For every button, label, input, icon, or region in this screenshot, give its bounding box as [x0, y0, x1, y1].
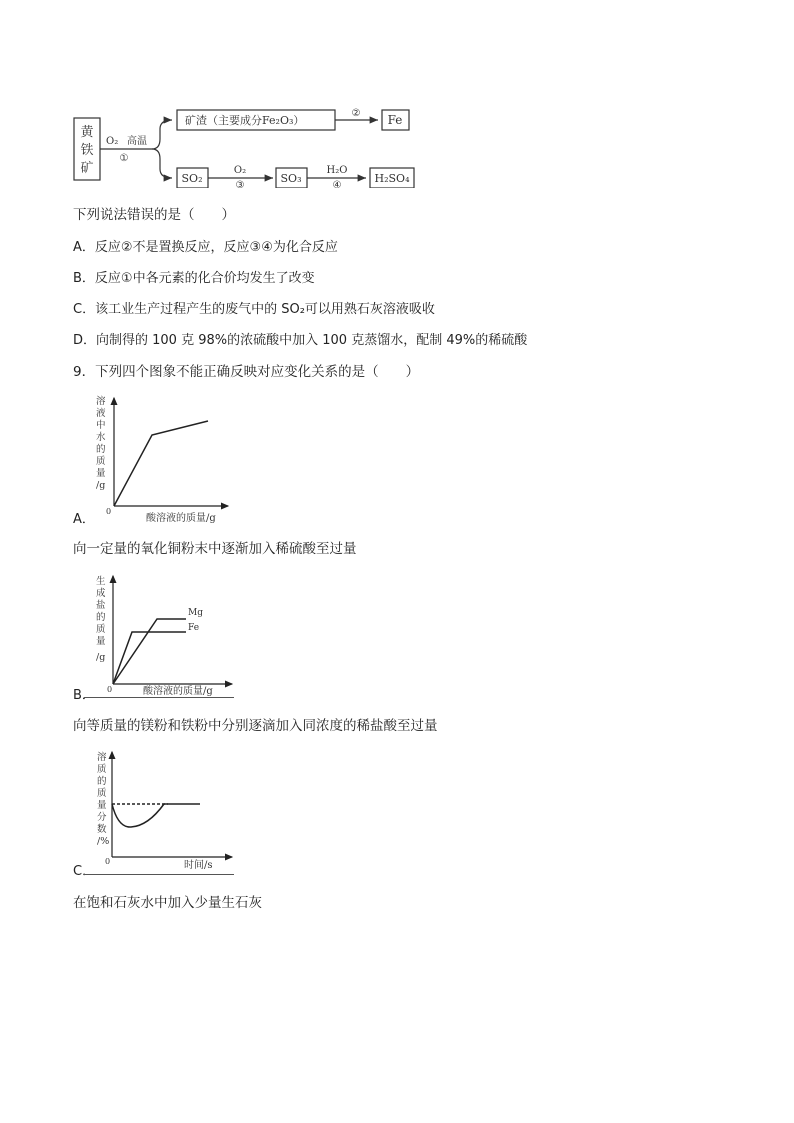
- ore-label-2: 铁: [80, 143, 94, 158]
- graph-b-underline: [84, 697, 234, 698]
- graph-b-xlabel: 酸溶液的质量/g: [143, 686, 213, 697]
- graph-b-fe-curve: [113, 632, 186, 684]
- graph-c-underline: [84, 874, 234, 875]
- fe-label: Fe: [387, 113, 403, 127]
- graph-c-ylabel: 溶质的 质量分 数/%: [97, 752, 110, 847]
- step1-condition: 高温: [127, 136, 147, 147]
- q9-stem: 9．下列四个图象不能正确反映对应变化关系的是（ ）: [73, 364, 420, 380]
- step3-num: ③: [235, 180, 245, 188]
- step1-reagent: O₂: [106, 136, 119, 147]
- q8-option-c: C．该工业生产过程产生的废气中的 SO₂可以用熟石灰溶液吸收: [73, 302, 435, 317]
- graph-a-label: A．: [73, 512, 95, 527]
- graph-a-xlabel: 酸溶液的质量/g: [146, 513, 216, 524]
- graph-c-origin: 0: [105, 857, 111, 866]
- graph-b-fe-label: Fe: [188, 623, 200, 633]
- q8-stem: 下列说法错误的是（ ）: [73, 207, 235, 223]
- graph-a-curve: [114, 421, 208, 506]
- so2-label: SO₂: [181, 172, 203, 185]
- step4-num: ④: [332, 180, 342, 188]
- step4-reagent: H₂O: [326, 165, 348, 176]
- graph-b-ylabel: 生成盐 的质量 /g: [96, 576, 106, 663]
- q8-option-d: D．向制得的 100 克 98%的浓硫酸中加入 100 克蒸馏水，配制 49%的稀硫酸: [73, 333, 528, 348]
- ore-label-1: 黄: [80, 125, 94, 140]
- graph-c-label: C．: [73, 864, 96, 879]
- so3-label: SO₃: [280, 172, 302, 185]
- q8-option-b: B．反应①中各元素的化合价均发生了改变: [73, 271, 315, 286]
- ore-label-3: 矿: [80, 161, 94, 176]
- h2so4-label: H₂SO₄: [374, 172, 410, 185]
- graph-b-origin: 0: [107, 685, 113, 694]
- process-flowchart: [70, 104, 420, 188]
- graph-b: [86, 570, 236, 700]
- graph-c-curve: [112, 804, 200, 827]
- step3-reagent: O₂: [233, 165, 247, 176]
- graph-a-origin: 0: [106, 507, 112, 516]
- graph-b-mg-curve: [113, 619, 186, 684]
- graph-c: [86, 746, 236, 871]
- graph-b-caption: 向等质量的镁粉和铁粉中分别逐滴加入同浓度的稀盐酸至过量: [73, 718, 438, 734]
- step1-num: ①: [119, 153, 129, 164]
- step2-num: ②: [351, 108, 361, 119]
- graph-a-caption: 向一定量的氧化铜粉末中逐渐加入稀硫酸至过量: [73, 541, 357, 557]
- graph-b-label: B．: [73, 688, 95, 703]
- q8-option-a: A．反应②不是置换反应，反应③④为化合反应: [73, 240, 338, 255]
- graph-a-ylabel: 溶液中 水的质 量/g: [96, 396, 106, 491]
- residue-label: 矿渣（主要成分Fe₂O₃）: [185, 114, 305, 127]
- graph-c-caption: 在饱和石灰水中加入少量生石灰: [73, 895, 262, 911]
- graph-a: [86, 390, 236, 526]
- graph-b-mg-label: Mg: [188, 608, 203, 618]
- graph-c-xlabel: 时间/s: [184, 860, 213, 871]
